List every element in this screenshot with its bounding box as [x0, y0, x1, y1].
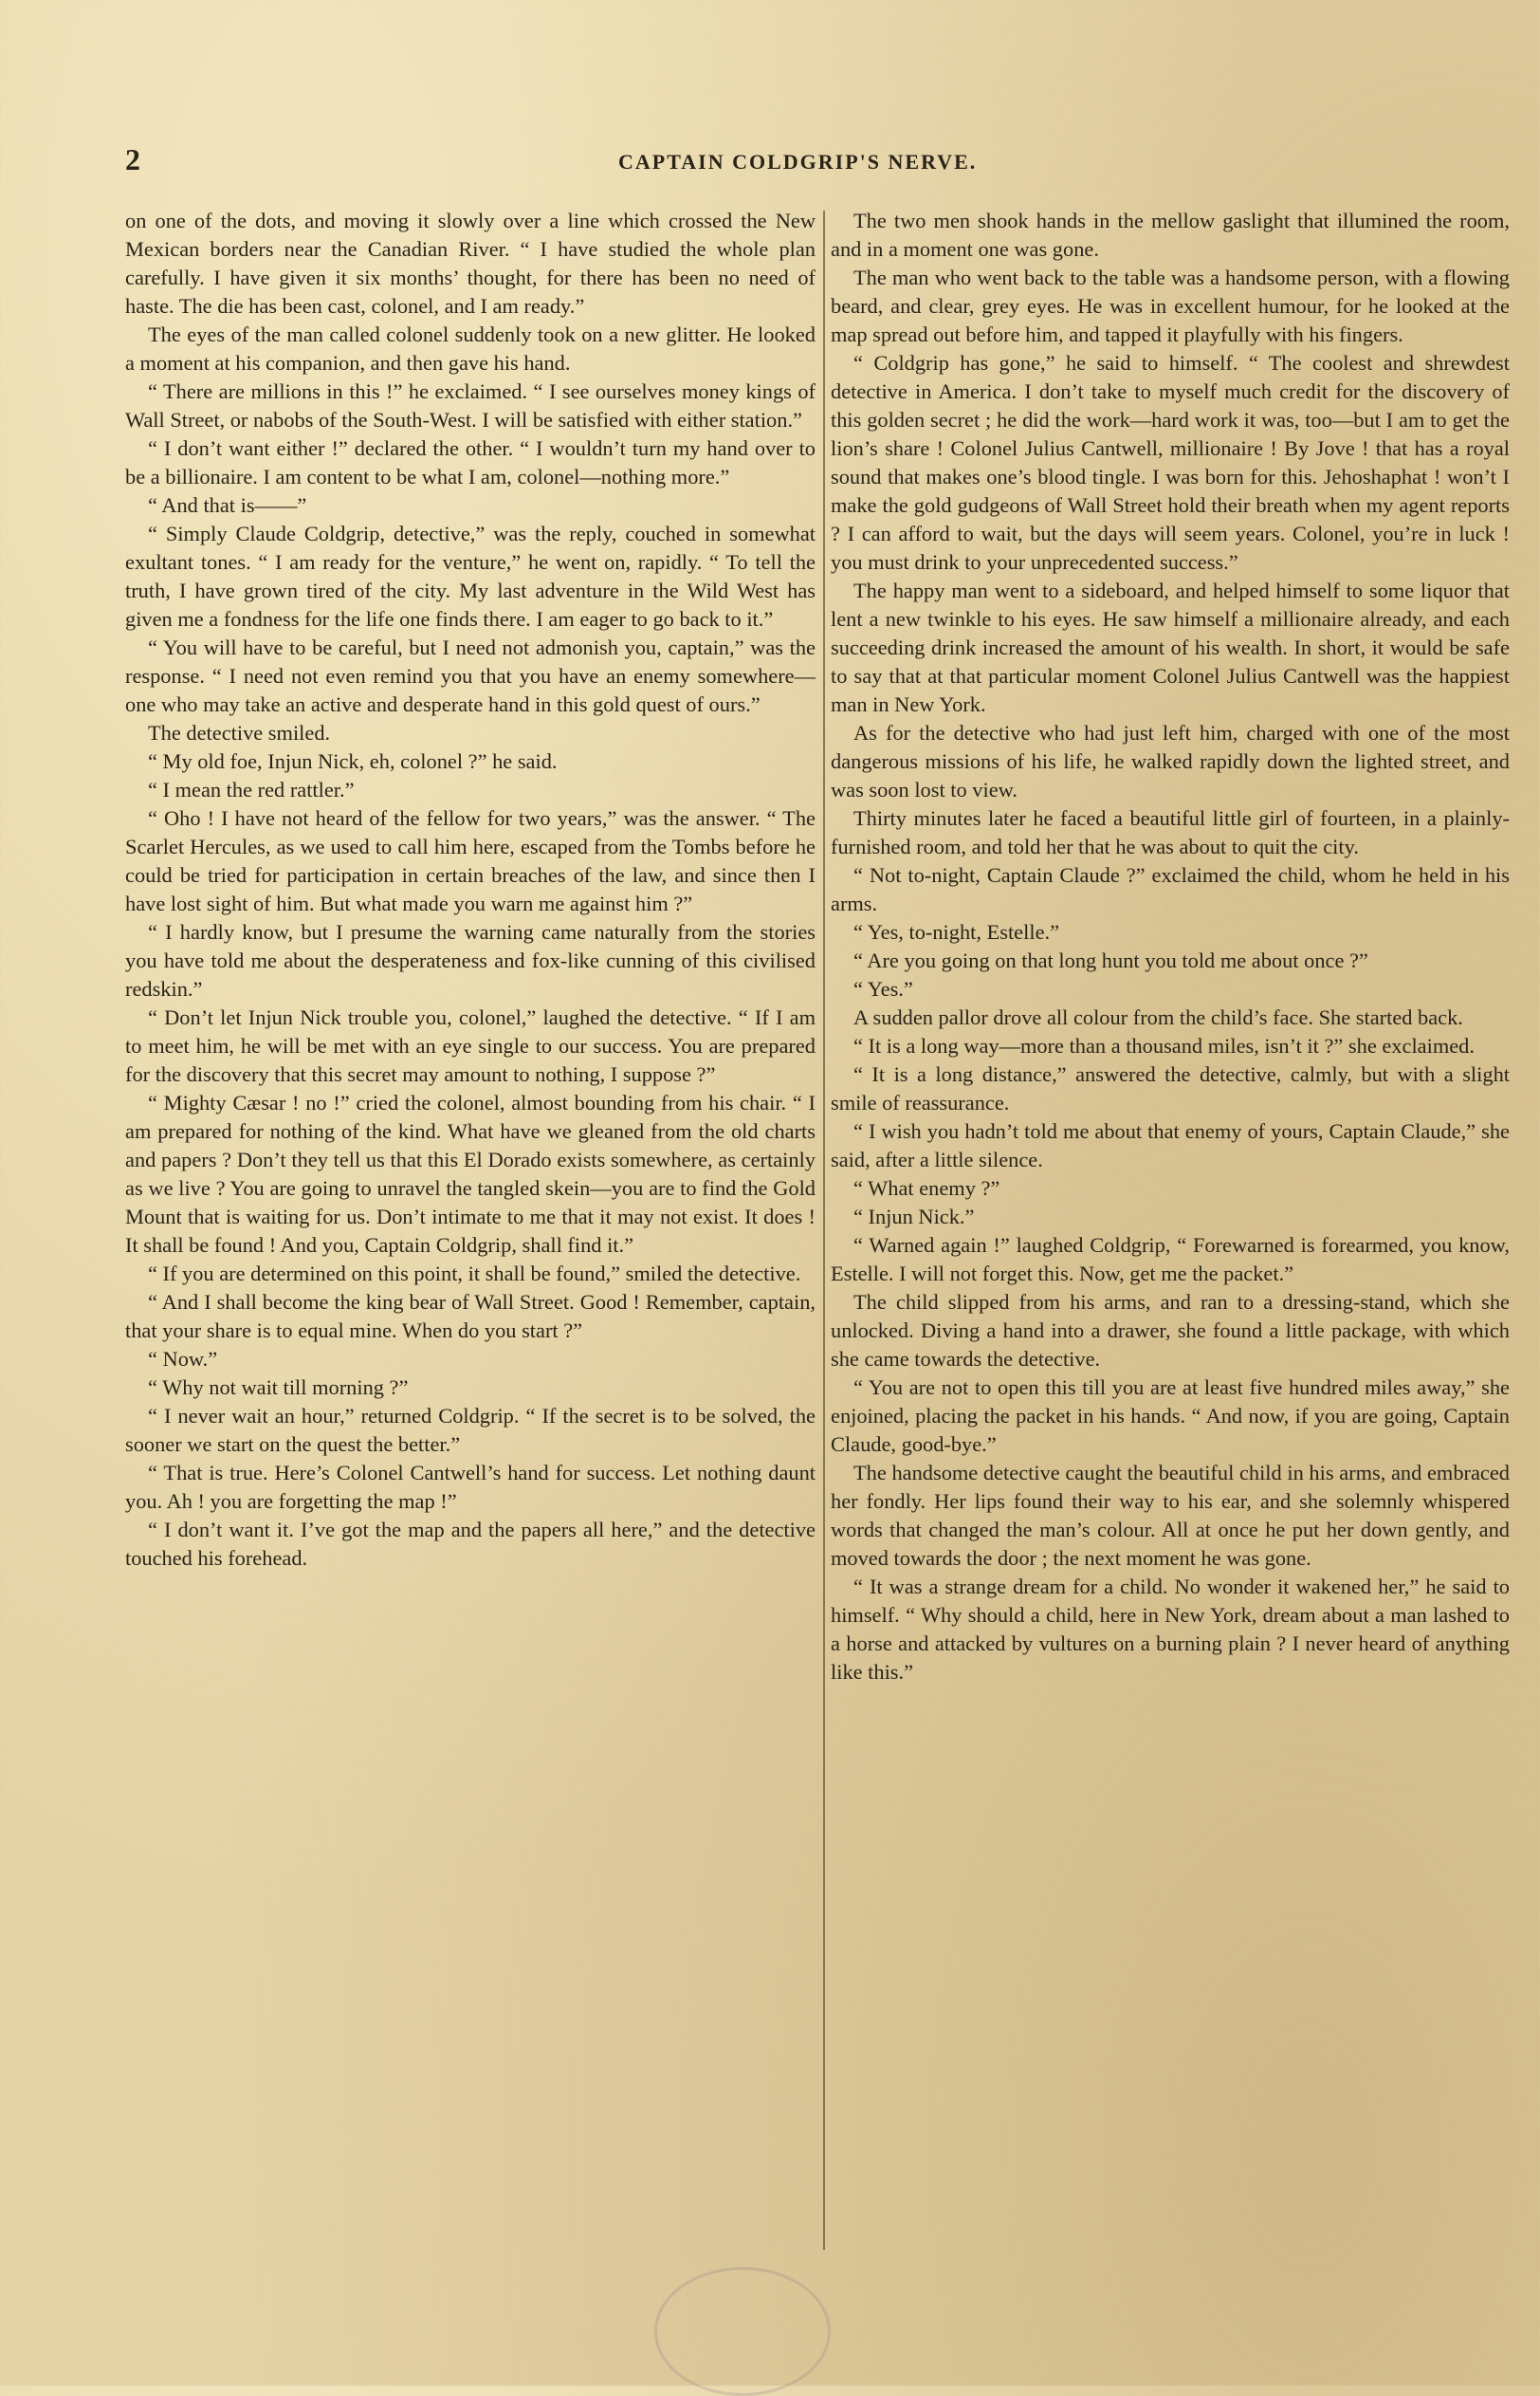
page-number: 2 — [125, 142, 141, 176]
paragraph: A sudden pallor drove all colour from the child’s face. She started back. — [853, 1005, 1463, 1029]
paragraph: “ You are not to open this till you are at least five hundred miles away,” she enjoined, placing the packet in his hands. “ And now, if you are going, Captain Claude, good-bye.” — [831, 1375, 1510, 1456]
paragraph: As for the detective who had just left him, charged with one of the most dangerous missions of his life, he walked rapidly down the lighted street, and was soon lost to view. — [831, 721, 1510, 802]
paragraph: “ You will have to be careful, but I need not admonish you, captain,” was the response. “ I need not even remind you that you have an enemy somewhere—one who may take an active and desperate hand in this gold quest of ours.” — [125, 636, 816, 716]
paragraph: “ Don’t let Injun Nick trouble you, colonel,” laughed the detective. “ If I am to meet him, he will be met with an eye single to our success. You are prepared for the discovery that this secret may amount to nothing, I suppose ?” — [125, 1005, 816, 1086]
left-column — [125, 207, 816, 1573]
paragraph: on one of the dots, and moving it slowly over a line which crossed the New Mexican borders near the Canadian River. “ I have studied the whole plan carefully. I have given it six months’ thought, for there has been no need of haste. The die has been cast, colonel, and I am ready.” — [125, 209, 816, 318]
paragraph: “ There are millions in this !” he exclaimed. “ I see ourselves money kings of Wall Street, or nabobs of the South-West. I will be satisfied with either station.” — [125, 379, 816, 432]
library-stamp — [654, 2267, 831, 2396]
paragraph: “ I mean the red rattler.” — [148, 778, 355, 802]
right-column — [831, 207, 1510, 1686]
paragraph: “ Warned again !” laughed Coldgrip, “ Forewarned is forearmed, you know, Estelle. I will not forget this. Now, get me the packet.” — [831, 1233, 1510, 1285]
running-title: CAPTAIN COLDGRIP'S NERVE. — [618, 150, 978, 174]
paragraph: The detective smiled. — [148, 721, 331, 745]
paragraph: “ Why not wait till morning ?” — [148, 1375, 409, 1399]
paragraph: “ I don’t want it. I’ve got the map and the papers all here,” and the detective touched his forehead. — [125, 1518, 816, 1570]
paragraph: The eyes of the man called colonel suddenly took on a new glitter. He looked a moment at his companion, and then gave his hand. — [125, 323, 816, 375]
paragraph: “ Are you going on that long hunt you told me about once ?” — [853, 949, 1368, 972]
paragraph: “ Simply Claude Coldgrip, detective,” was the reply, couched in somewhat exultant tones. “ I am ready for the venture,” he went on, rapidly. “ To tell the truth, I have grown tired of the city. My last adventure in the Wild West has given me a fondness for the life one finds there. I am eager to go back to it.” — [125, 522, 816, 631]
paragraph: “ Mighty Cæsar ! no !” cried the colonel, almost bounding from his chair. “ I am prepared for nothing of the kind. What have we gleaned from the old charts and papers ? Don’t they tell us that this El Dorado exists somewhere, as certainly as we live ? You are going to unravel the tangled skein—you are to find the Gold Mount that is waiting for us. Don’t intimate to me that it may not exist. It does ! It shall be found ! And you, Captain Coldgrip, shall find it.” — [125, 1091, 816, 1257]
paragraph: Thirty minutes later he faced a beautiful little girl of fourteen, in a plainly-furnished room, and told her that he was about to quit the city. — [831, 806, 1510, 858]
page-header — [125, 142, 1491, 180]
paragraph: “ My old foe, Injun Nick, eh, colonel ?” he said. — [148, 749, 558, 773]
paragraph: “ Yes.” — [853, 977, 913, 1001]
paragraph: The handsome detective caught the beautiful child in his arms, and embraced her fondly. Her lips found their way to his ear, and she solemnly whispered words that changed the man’s colour. All at once he put her down gently, and moved towards the door ; the next moment he was gone. — [831, 1461, 1510, 1570]
paragraph: “ Yes, to-night, Estelle.” — [853, 920, 1060, 944]
paragraph: “ I hardly know, but I presume the warning came naturally from the stories you have told me about the desperateness and fox-like cunning of this civilised redskin.” — [125, 920, 816, 1001]
paragraph: “ I wish you hadn’t told me about that enemy of yours, Captain Claude,” she said, after a little silence. — [831, 1119, 1510, 1171]
paragraph: “ Coldgrip has gone,” he said to himself. “ The coolest and shrewdest detective in America. I don’t take to myself much credit for the discovery of this golden secret ; he did the work—hard work it was, too—but I am to get the lion’s share ! Colonel Julius Cantwell, millionaire ! By Jove ! that has a royal sound that makes one’s blood tingle. I was born for this. Jehoshaphat ! won’t I make the gold gudgeons of Wall Street hold their breath when my agent reports ? I can afford to wait, but the days will seem years. Colonel, you’re in luck ! you must drink to your unprecedented success.” — [831, 351, 1510, 574]
paragraph: “ I don’t want either !” declared the other. “ I wouldn’t turn my hand over to be a billionaire. I am content to be what I am, colonel—nothing more.” — [125, 436, 816, 488]
paragraph: “ Not to-night, Captain Claude ?” exclaimed the child, whom he held in his arms. — [831, 863, 1510, 915]
paragraph: “ Oho ! I have not heard of the fellow for two years,” was the answer. “ The Scarlet Hercules, as we used to call him here, escaped from the Tombs before he could be tried for participation in certain breaches of the law, and since then I have lost sight of him. But what made you warn me against him ?” — [125, 806, 816, 915]
paragraph: “ I never wait an hour,” returned Coldgrip. “ If the secret is to be solved, the sooner we start on the quest the better.” — [125, 1404, 816, 1456]
paragraph: The man who went back to the table was a handsome person, with a flowing beard, and clear, grey eyes. He was in excellent humour, for he looked at the map spread out before him, and tapped it playfully with his fingers. — [831, 266, 1510, 346]
paragraph: “ And that is——” — [148, 493, 307, 517]
paragraph: “ Injun Nick.” — [853, 1205, 975, 1228]
paragraph: “ If you are determined on this point, it shall be found,” smiled the detective. — [148, 1262, 801, 1285]
column-divider — [823, 211, 825, 2250]
paragraph: “ What enemy ?” — [853, 1176, 1000, 1200]
paragraph: “ It is a long distance,” answered the detective, calmly, but with a slight smile of reassurance. — [831, 1062, 1510, 1115]
paragraph: The happy man went to a sideboard, and helped himself to some liquor that lent a new twinkle to his eyes. He saw himself a millionaire already, and each succeeding drink increased the amount of his wealth. In short, it would be safe to say that at that particular moment Colonel Julius Cantwell was the happiest man in New York. — [831, 579, 1510, 716]
paragraph: “ Now.” — [148, 1347, 218, 1371]
paragraph: “ It is a long way—more than a thousand miles, isn’t it ?” she exclaimed. — [853, 1034, 1475, 1058]
paragraph: “ It was a strange dream for a child. No wonder it wakened her,” he said to himself. “ Why should a child, here in New York, dream about a man lashed to a horse and attacked by vultures on a burning plain ? I never heard of anything like this.” — [831, 1575, 1510, 1684]
paragraph: “ That is true. Here’s Colonel Cantwell’s hand for success. Let nothing daunt you. Ah ! you are forgetting the map !” — [125, 1461, 816, 1513]
paragraph: The child slipped from his arms, and ran to a dressing-stand, which she unlocked. Diving a hand into a drawer, she found a little package, with which she came towards the detective. — [831, 1290, 1510, 1371]
paragraph: “ And I shall become the king bear of Wall Street. Good ! Remember, captain, that your share is to equal mine. When do you start ?” — [125, 1290, 816, 1342]
paragraph: The two men shook hands in the mellow gaslight that illumined the room, and in a moment one was gone. — [831, 209, 1510, 261]
